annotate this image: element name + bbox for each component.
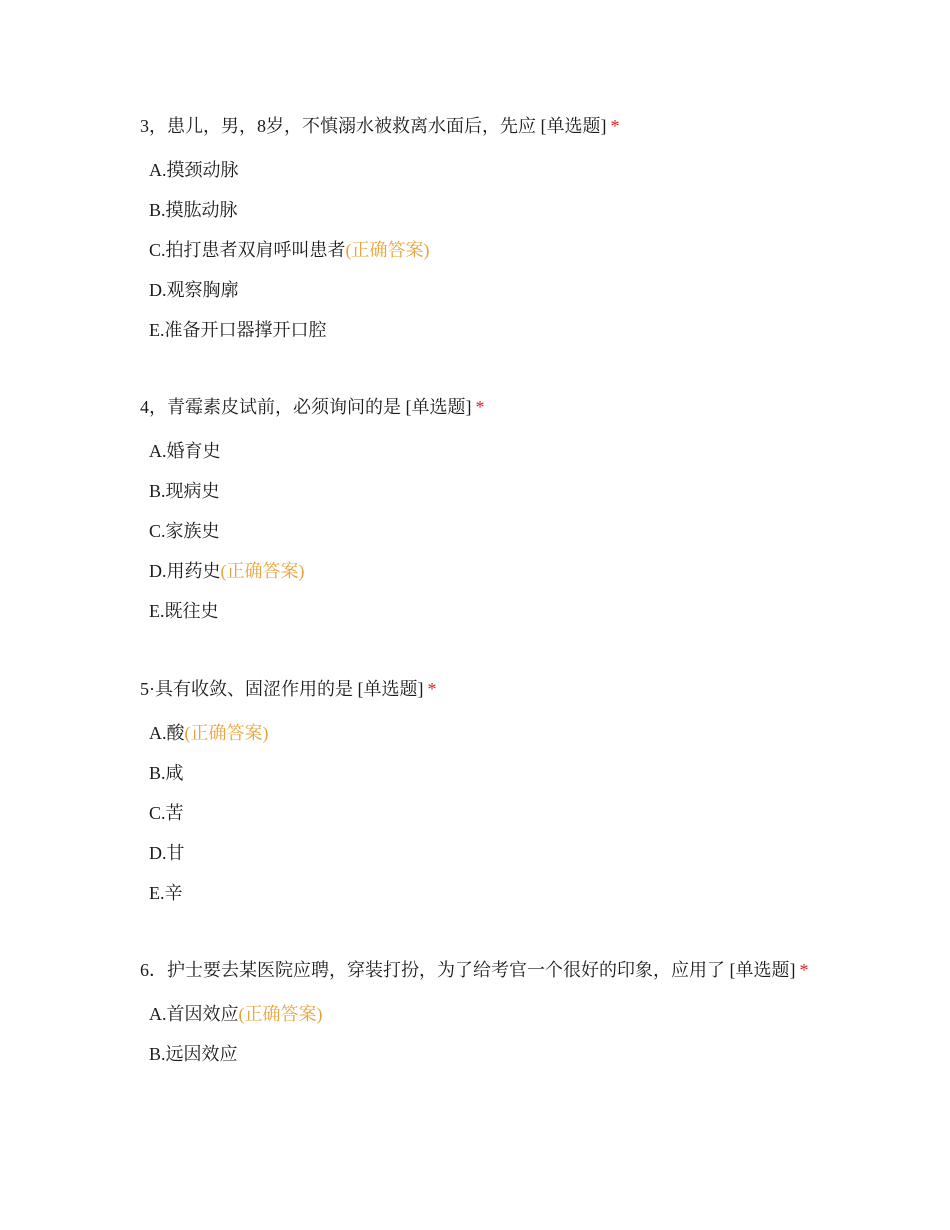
correct-answer-tag: (正确答案) — [184, 723, 269, 743]
option-list — [140, 1002, 810, 1082]
option-e[interactable] — [140, 881, 810, 921]
correct-answer-tag: (正确答案) — [345, 240, 430, 260]
option-label: C.家族史 — [149, 521, 220, 541]
question-title — [140, 674, 810, 704]
option-b[interactable] — [140, 1042, 810, 1082]
option-b[interactable] — [140, 479, 810, 519]
option-a[interactable] — [140, 721, 810, 761]
question-title — [140, 392, 810, 422]
required-mark: * — [427, 679, 437, 699]
option-label: A.首因效应 — [149, 1004, 239, 1024]
option-label: A.酸 — [149, 723, 185, 743]
option-list — [140, 439, 810, 639]
option-a[interactable] — [140, 1002, 810, 1042]
required-mark: * — [799, 960, 809, 980]
option-b[interactable] — [140, 198, 810, 238]
question-text: 5·具有收敛、固涩作用的是 [单选题] — [140, 679, 424, 699]
question-5 — [140, 674, 810, 921]
option-b[interactable] — [140, 761, 810, 801]
question-text: 3，患儿，男，8岁，不慎溺水被救离水面后，先应 [单选题] — [140, 116, 607, 136]
option-c[interactable] — [140, 519, 810, 559]
option-a[interactable] — [140, 158, 810, 198]
option-list — [140, 721, 810, 921]
option-e[interactable] — [140, 318, 810, 358]
option-list — [140, 158, 810, 358]
option-label: A.婚育史 — [149, 441, 221, 461]
correct-answer-tag: (正确答案) — [238, 1004, 323, 1024]
option-d[interactable] — [140, 559, 810, 599]
option-label: B.摸肱动脉 — [149, 200, 238, 220]
question-title — [140, 955, 810, 985]
question-6 — [140, 955, 810, 1082]
option-label: D.观察胸廓 — [149, 280, 239, 300]
correct-answer-tag: (正确答案) — [220, 561, 305, 581]
required-mark: * — [475, 397, 485, 417]
question-text: 4，青霉素皮试前，必须询问的是 [单选题] — [140, 397, 472, 417]
required-mark: * — [610, 116, 620, 136]
option-label: E.准备开口器撑开口腔 — [149, 320, 327, 340]
option-label: C.拍打患者双肩呼叫患者 — [149, 240, 346, 260]
option-d[interactable] — [140, 278, 810, 318]
option-label: B.远因效应 — [149, 1044, 238, 1064]
option-label: A.摸颈动脉 — [149, 160, 239, 180]
option-label: B.现病史 — [149, 481, 220, 501]
option-label: D.甘 — [149, 843, 185, 863]
question-title — [140, 111, 810, 141]
option-label: E.辛 — [149, 883, 183, 903]
question-4 — [140, 392, 810, 639]
option-label: D.用药史 — [149, 561, 221, 581]
option-label: C.苦 — [149, 803, 184, 823]
option-e[interactable] — [140, 599, 810, 639]
option-label: E.既往史 — [149, 601, 219, 621]
option-a[interactable] — [140, 439, 810, 479]
option-c[interactable] — [140, 238, 810, 278]
question-text: 6．护士要去某医院应聘，穿装打扮，为了给考官一个很好的印象，应用了 [单选题] — [140, 960, 796, 980]
option-c[interactable] — [140, 801, 810, 841]
question-3 — [140, 111, 810, 358]
option-d[interactable] — [140, 841, 810, 881]
option-label: B.咸 — [149, 763, 184, 783]
